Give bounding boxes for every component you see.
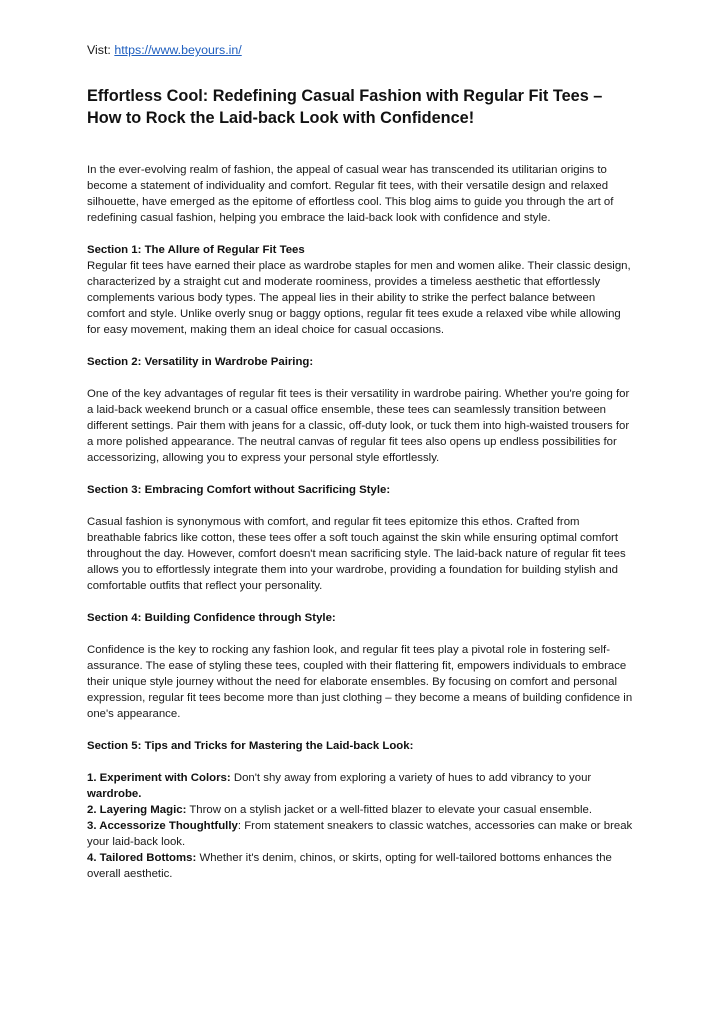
section-2-heading: Section 2: Versatility in Wardrobe Pairing: <box>87 356 314 368</box>
section-4-text: Confidence is the key to rocking any fashion look, and regular fit tees play a pivotal role in fostering self-assurance. The ease of styling these tees, coupled with their flattering fit, empowers individuals to embrace their unique style journey without the need for elaborate ensembles. By focusing on comfort and personal expression, regular fit tees become more than just clothing – they become a means of building confidence in one's appearance. <box>87 644 633 720</box>
article-body <box>87 162 633 882</box>
visit-label: Vist: <box>87 43 111 57</box>
tip-text: : From statement sneakers to classic watches, accessories can make or break your laid-back look. <box>87 820 633 848</box>
section-2-text: One of the key advantages of regular fit tees is their versatility in wardrobe pairing. Whether you're going for a laid-back weekend brunch or a casual office ensemble, these tees can seamlessly transition between different settings. Pair them with jeans for a classic, off-duty look, or tuck them into high-waisted trousers for a more polished appearance. The neutral canvas of regular fit tees also opens up endless possibilities for accessorizing, allowing you to express your personal style effortlessly. <box>87 388 630 464</box>
intro-paragraph: In the ever-evolving realm of fashion, the appeal of casual wear has transcended its utilitarian origins to become a statement of individuality and comfort. Regular fit tees, with their versatile design and relaxed silhouette, have emerged as the epitome of effortless cool. This blog aims to guide you through the art of redefining casual fashion, helping you embrace the laid-back look with confidence and style. <box>87 164 614 224</box>
tip-label: 1. Experiment with Colors: <box>87 772 231 784</box>
tip-item <box>87 850 633 882</box>
tip-label: 4. Tailored Bottoms: <box>87 852 197 864</box>
tip-text: Throw on a stylish jacket or a well-fitted blazer to elevate your casual ensemble. <box>186 804 593 816</box>
section-5-heading: Section 5: Tips and Tricks for Mastering the Laid-back Look: <box>87 740 414 752</box>
tip-label: 3. Accessorize Thoughtfully <box>87 820 238 832</box>
tip-text: Whether it's denim, chinos, or skirts, opting for well-tailored bottoms enhances the overall aesthetic. <box>87 852 612 880</box>
section-1-heading: Section 1: The Allure of Regular Fit Tees <box>87 244 305 256</box>
section-1-text: Regular fit tees have earned their place as wardrobe staples for men and women alike. Their classic design, characterized by a straight cut and moderate roominess, provides a timeless aesthetic that effortlessly complements various body types. The appeal lies in their ability to strike the perfect balance between comfort and style. Unlike overly snug or baggy options, regular fit tees exude a relaxed vibe while allowing for easy movement, making them an ideal choice for casual occasions. <box>87 260 631 336</box>
tip-label: 2. Layering Magic: <box>87 804 187 816</box>
section-3-heading: Section 3: Embracing Comfort without Sacrificing Style: <box>87 484 391 496</box>
website-link[interactable]: https://www.beyours.in/ <box>114 43 242 57</box>
tip-item <box>87 818 633 850</box>
tip-text: Don't shy away from exploring a variety of hues to add vibrancy to your <box>230 772 592 784</box>
tip-item <box>87 770 633 802</box>
visit-line <box>87 42 242 58</box>
tip-item <box>87 802 633 818</box>
section-4-heading: Section 4: Building Confidence through Style: <box>87 612 336 624</box>
section-3-text: Casual fashion is synonymous with comfort, and regular fit tees epitomize this ethos. Crafted from breathable fabrics like cotton, these tees offer a soft touch against the skin while ensuring optimal comfort throughout the day. However, comfort doesn't mean sacrificing style. The laid-back nature of regular fit tees allows you to effortlessly integrate them into your wardrobe, providing a foundation for building stylish and comfortable outfits that reflect your personality. <box>87 516 626 592</box>
tip-text-trail: wardrobe. <box>87 788 142 800</box>
page-title: Effortless Cool: Redefining Casual Fashion with Regular Fit Tees – How to Rock the Laid-back Look with Confidence! <box>87 87 603 127</box>
